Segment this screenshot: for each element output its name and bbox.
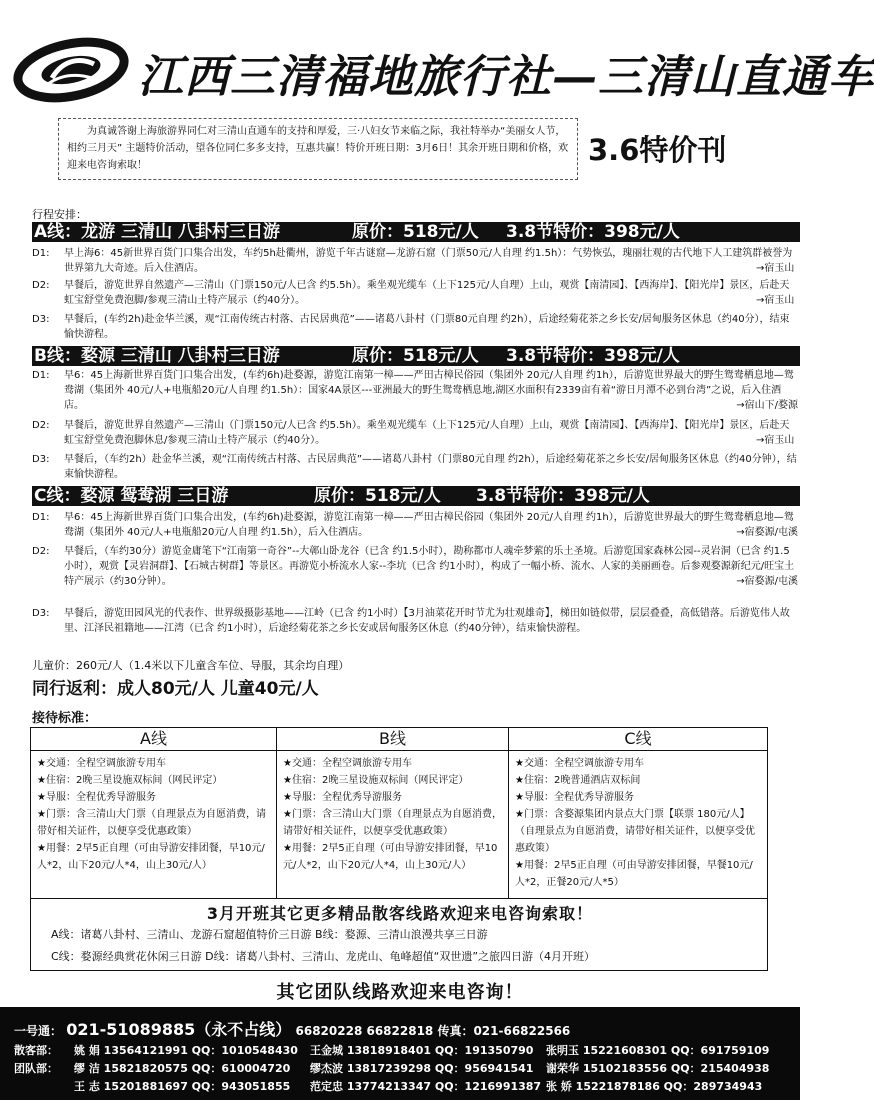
original-price: 原价：518元/人 — [352, 222, 479, 242]
line-b-header — [32, 346, 800, 366]
itinerary-day: D2: 早餐后，游览世界自然遗产—三清山（门票150元/人已含 约5.5h）。乘坐观光缆车（上下125元/人自理）上山，观赏【南清园】、【西海岸】、【阳光岸】景区，后赴天虹宝舒堂免费泡脚/参观三清山土特产展示（约40分）。 →宿玉山 — [32, 280, 795, 306]
intro-box — [58, 118, 578, 180]
other-groups-notice: 其它团队线路欢迎来电咨询！ — [276, 982, 524, 1003]
agency-logo — [12, 38, 130, 102]
line-c-header — [32, 486, 800, 506]
itinerary-day: D1: 早6：45上海新世界百货门口集合出发，(车约6h)赴婺源，游览江南第一樟——严田古樟民俗园（集团外 20元/人自理 约1h），后游览世界最大的野生鸳鸯栖息地—鸳鸯湖（集团外 40元/人+电瓶船20元/人自理 约1.5h）：国家4A景区---亚洲最大的野生鸳鸯栖息地,湖区水面积有2339亩有着“游日月潭不必到台湾”之说，后入住酒店。 →宿山下/婺源 — [32, 370, 798, 411]
contact-entry: 范定忠 13774213347 QQ：1216991387 — [310, 1080, 542, 1093]
header — [0, 0, 874, 112]
standard-item: ★住宿：2晚三星设施双标间（网民评定） — [283, 775, 469, 786]
standards-label: 接待标准： — [32, 711, 98, 726]
itinerary-day: D1: 早6：45上海新世界百货门口集合出发，(车约6h)赴婺源，游览江南第一樟——严田古樟民俗园（集团外 20元/人自理 约1h），后游览世界最大的野生鸳鸯栖息地—鸳鸯湖（集团外 40元/人+电瓶船20元/人自理 约1.5h），后入住酒店。 →宿婺源/屯溪 — [32, 512, 798, 538]
itinerary-day: D3: 早餐后，(车约2h)赴金华兰溪，观“江南传统古村落、古民居典范”——诸葛八卦村（门票80元自理 约2h），后途经菊花茶之乡长安/居甸服务区休息（约40分），结束愉快游程。 — [32, 314, 790, 340]
department: 散客部： — [14, 1044, 58, 1057]
standard-item: ★交通：全程空调旅游专用车 — [37, 758, 166, 769]
contact-entry: 姚 娟 13564121991 QQ：1010548430 — [74, 1044, 298, 1057]
contact-entry: 缪杰波 13817239298 QQ：956941541 — [310, 1062, 534, 1075]
standard-item: ★门票：含婺源集团内景点大门票【联票 180元/人】（自理景点为自愿消费，请带好相关证件，以便享受优惠政策） — [515, 809, 755, 854]
standard-item: ★导服：全程优秀导游服务 — [283, 792, 402, 803]
standard-item: ★用餐：2早5正自理（可由导游安排团餐，早10元/人*2，山下20元/人*4，山上30元/人） — [283, 843, 498, 871]
standard-item: ★导服：全程优秀导游服务 — [37, 792, 156, 803]
kids-price: 儿童价：260元/人（1.4米以下儿童含车位、导服，其余均自理） — [32, 659, 350, 672]
line-a-header — [32, 222, 800, 242]
contact-entry: 缪 洁 15821820575 QQ：610004720 — [74, 1062, 291, 1075]
special-issue-title: 3.6特价刊 — [588, 133, 727, 167]
standards-table — [30, 727, 768, 899]
page-title: 江西三清福地旅行社—三清山直通车 — [138, 50, 874, 103]
line-name: C线：婺源 鸳鸯湖 三日游 — [34, 486, 229, 506]
hotline-extra: 66820228 66822818 传真：021-66822566 — [295, 1024, 571, 1038]
itinerary-day: D1: 早上海6：45新世界百货门口集合出发，车约5h赴衢州，游览千年古谜窟—龙游石窟（门票50元/人自理 约1.5h）：气势恢弘，瑰丽壮观的古代地下人工建筑群被誉为世界第九大奇迹。后入住酒店。 →宿玉山 — [32, 248, 795, 274]
itinerary-day: D3: 早餐后，（车约2h）赴金华兰溪，观“江南传统古村落、古民居典范”——诸葛八卦村（门票80元自理 约2h），后途经菊花茶之乡长安/居甸服务区休息（约40分钟），结束愉快游程。 — [32, 454, 797, 480]
intro-text: 为真诚答谢上海旅游界同仁对三清山直通车的支持和厚爱，三·八妇女节来临之际，我社特举办“美丽女人节，相约三月天” 主题特价活动，望各位同仁多多支持，互惠共赢！特价开班日期：3月6日！其余开班日期和价格，欢迎来电咨询索取！ — [67, 126, 569, 171]
standard-item: ★导服：全程优秀导游服务 — [515, 792, 634, 803]
standard-item: ★用餐：2早5正自理（可由导游安排团餐，早10元/人*2，山下20元/人*4，山上30元/人） — [37, 843, 265, 871]
schedule-label: 行程安排： — [32, 208, 87, 221]
department: 团队部： — [14, 1062, 58, 1075]
sale-price: 3.8节特价：398元/人 — [506, 222, 680, 242]
contact-entry: 王金城 13818918401 QQ：191350790 — [310, 1044, 534, 1057]
standard-item: ★住宿：2晚三星设施双标间（网民评定） — [37, 775, 223, 786]
contact-entry: 谢荣华 15102183556 QQ：215404938 — [546, 1062, 770, 1075]
hotline — [14, 1017, 570, 1040]
standard-item: ★门票：含三清山大门票（自理景点为自愿消费，请带好相关证件，以便享受优惠政策） — [37, 809, 266, 837]
line-name: A线：龙游 三清山 八卦村三日游 — [34, 222, 280, 242]
column-title: C线 — [509, 728, 767, 751]
standards-column-c — [509, 728, 767, 898]
standard-item: ★交通：全程空调旅游专用车 — [515, 758, 644, 769]
line-name: B线：婺源 三清山 八卦村三日游 — [34, 346, 280, 366]
itinerary-day: D3: 早餐后，游览田园风光的代表作、世界级摄影基地——江岭（已含 约1小时）【3月油菜花开时节尤为壮观雄奇】，梯田如链似带，层层叠叠，高低错落。后游览伟人故里、江泽民祖籍地——江湾（已含 约1小时），后途经菊花茶之乡长安或居甸服务区休息（约40分钟），结束愉快游程。 — [32, 608, 790, 634]
contact-entry: 张明玉 15221608301 QQ：691759109 — [546, 1044, 770, 1057]
original-price: 原价：518元/人 — [314, 486, 441, 506]
standard-item: ★住宿：2晚普通酒店双标间 — [515, 775, 641, 786]
standards-column-b — [277, 728, 509, 898]
peer-rebate: 同行返利：成人80元/人 儿童40元/人 — [32, 679, 319, 699]
standard-item: ★交通：全程空调旅游专用车 — [283, 758, 412, 769]
original-price: 原价：518元/人 — [352, 346, 479, 366]
route-line: C线：婺源经典赏花休闲三日游 D线：诸葛八卦村、三清山、龙虎山、龟峰超值“双世遗”之旅四日游（4月开班） — [51, 950, 596, 963]
column-title: B线 — [277, 728, 508, 751]
contact-entry: 王 志 15201881697 QQ：943051855 — [74, 1080, 291, 1093]
itinerary-day: D2: 早餐后，（车约30分）游览金庸笔下“江南第一奇谷”--大鄣山卧龙谷（已含 约1.5小时），勘称都市人魂牵梦萦的乐土圣境。后游览国家森林公园--灵岩洞（已含 约1.5小时），观赏【灵岩洞群】、【石城古树群】等景区。再游览小桥流水人家--李坑（已含 约1小时），构成了一幅小桥、流水、人家的美丽画卷。后参观婺源新纪元/旺宝土特产展示（约30分钟）。 →宿婺源/屯溪 — [32, 546, 798, 587]
hotline-number: 021-51089885（永不占线） — [66, 1020, 292, 1039]
route-line: A线：诸葛八卦村、三清山、龙游石窟超值特价三日游 B线：婺源、三清山浪漫共享三日游 — [51, 928, 488, 941]
hotline-label: 一号通： — [14, 1024, 63, 1038]
contact-footer — [0, 1007, 800, 1100]
contact-entry: 张 娇 15221878186 QQ：289734943 — [546, 1080, 763, 1093]
sale-price: 3.8节特价：398元/人 — [476, 486, 650, 506]
standard-item: ★门票：含三清山大门票（自理景点为自愿消费，请带好相关证件，以便享受优惠政策） — [283, 809, 502, 837]
column-title: A线 — [31, 728, 276, 751]
itinerary-day: D2: 早餐后，游览世界自然遗产—三清山（门票150元/人已含 约5.5h）。乘坐观光缆车（上下125元/人自理）上山，观赏【南清园】、【西海岸】、【阳光岸】景区，后赴天虹宝舒堂免费泡脚休息/参观三清山土特产展示（约40分）。 →宿玉山 — [32, 420, 795, 446]
standard-item: ★用餐：2早5正自理（可由导游安排团餐，早餐10元/人*2，正餐20元/人*5） — [515, 860, 753, 888]
more-routes-box — [30, 899, 768, 971]
standards-column-a — [31, 728, 277, 898]
more-routes-title: 3月开班其它更多精品散客线路欢迎来电咨询索取！ — [206, 904, 594, 923]
sale-price: 3.8节特价：398元/人 — [506, 346, 680, 366]
